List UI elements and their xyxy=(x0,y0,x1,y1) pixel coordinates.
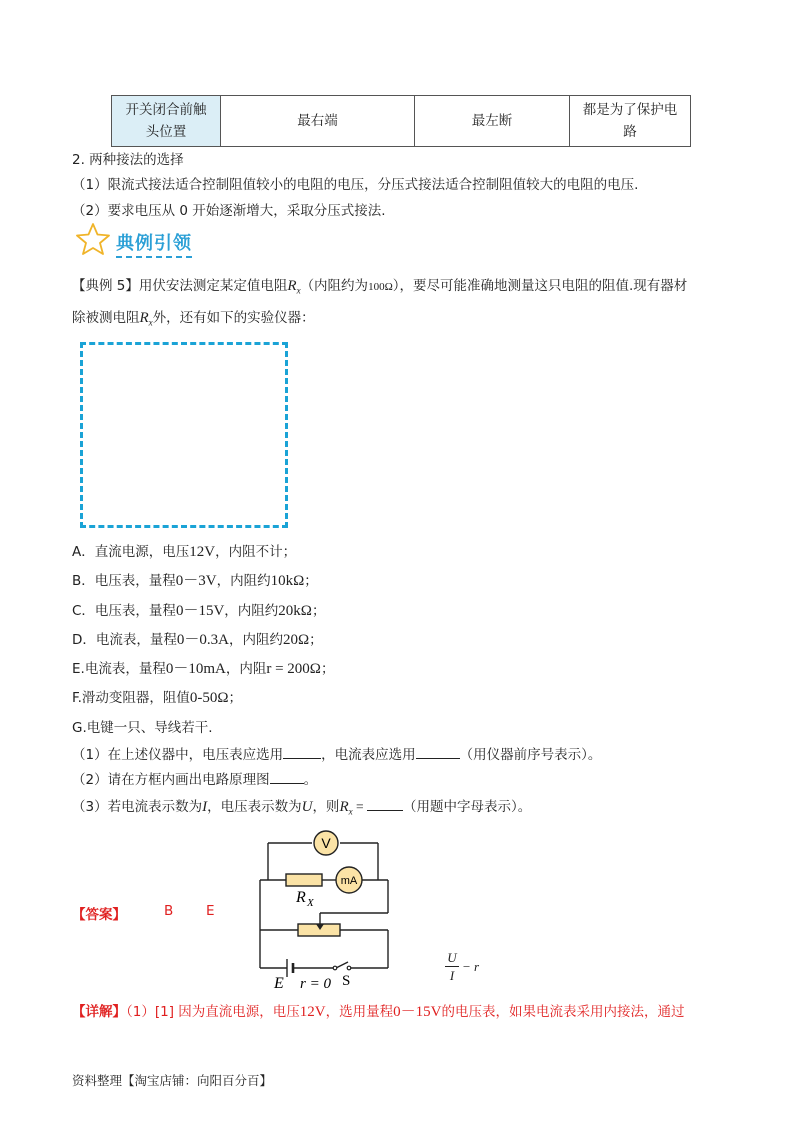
table-row xyxy=(112,96,691,147)
explanation-label: 【详解】 xyxy=(72,1004,126,1020)
explanation-text: 的电压表，如果电流表采用内接法，通过 xyxy=(441,1004,685,1020)
question-text: （3）若电流表示数为 xyxy=(72,799,203,815)
option-value: 0－0.3A xyxy=(176,632,229,648)
rx-symbol: R xyxy=(139,310,149,326)
example-text: 除被测电阻 xyxy=(72,310,140,326)
switch-contact xyxy=(347,966,351,970)
option-a xyxy=(72,540,296,561)
switch-label: S xyxy=(342,973,351,989)
internal-resistance-label: r = 0 xyxy=(300,976,331,990)
rx-subscript: x xyxy=(148,317,153,328)
switch-contact xyxy=(333,966,337,970)
option-text: ； xyxy=(309,632,323,648)
table-cell xyxy=(570,96,691,147)
table-cell-line2: 路 xyxy=(623,124,637,140)
option-text: D．电流表，量程 xyxy=(72,632,177,648)
example-text: 外，还有如下的实验仪器： xyxy=(152,310,315,326)
symbol-current: I xyxy=(202,799,208,815)
option-value: 10kΩ xyxy=(270,573,305,589)
option-d xyxy=(72,628,323,649)
table-header-line2: 头位置 xyxy=(145,124,187,140)
section-title: 2. 两种接法的选择 xyxy=(72,152,184,168)
option-value: 0－10mA xyxy=(165,661,226,677)
explanation-text: ，选用量程 xyxy=(325,1004,394,1020)
option-text: C．电压表，量程 xyxy=(72,603,176,619)
option-value: 0－15V xyxy=(175,603,225,619)
option-text: ，内阻不计； xyxy=(215,544,297,560)
section-heading: 典例引领 xyxy=(116,233,192,254)
rx-subscript: x xyxy=(296,285,301,296)
formula-denominator: I xyxy=(449,968,455,983)
option-text: A．直流电源，电压 xyxy=(72,544,190,560)
option-b xyxy=(72,569,318,590)
rx-subscript: x xyxy=(348,806,353,817)
question-text: ，电压表示数为 xyxy=(207,799,302,815)
explanation-value: 0－15V xyxy=(393,1004,442,1020)
question-text: ，电流表应选用 xyxy=(321,747,416,763)
example-text: （内阻约为 xyxy=(300,278,369,294)
resistor-rx-icon xyxy=(286,874,322,886)
option-value: 20kΩ xyxy=(278,603,312,619)
example-label: 【典例 5】 xyxy=(72,278,139,294)
explanation-value: 12V xyxy=(299,1004,326,1020)
example-text: ），要尽可能准确地测量这只电阻的阻值.现有器材 xyxy=(392,278,688,294)
explanation-line xyxy=(72,1000,684,1021)
question-text: （1）在上述仪器中，电压表应选用 xyxy=(72,747,284,763)
option-e xyxy=(72,657,334,678)
question-1 xyxy=(72,743,601,763)
answer-blank xyxy=(270,771,304,784)
option-text: ； xyxy=(228,690,243,706)
section-item: （1）限流式接法适合控制阻值较小的电阻的电压，分压式接法适合控制阻值较大的电阻的电压. xyxy=(72,177,639,193)
option-text: B．电压表，量程 xyxy=(72,573,176,589)
fraction-bar xyxy=(445,966,459,967)
option-value: r = 200Ω xyxy=(266,661,321,677)
answer-blank xyxy=(283,746,321,759)
star-icon xyxy=(74,222,112,260)
option-value: 20Ω xyxy=(283,632,310,648)
comparison-table xyxy=(111,95,691,147)
answer-blank xyxy=(367,798,403,811)
option-text: ，内阻约 xyxy=(229,632,283,648)
answer-label: 【答案】 xyxy=(72,907,126,923)
voltmeter-label: V xyxy=(321,835,331,851)
emf-label: E xyxy=(274,975,284,990)
table-cell: 最左断 xyxy=(415,96,570,147)
footer-text: 资料整理【淘宝店铺：向阳百分百】 xyxy=(72,1073,273,1088)
option-text: ，内阻约 xyxy=(224,603,279,619)
question-text: 。 xyxy=(303,772,318,788)
option-text: ，内阻约 xyxy=(216,573,271,589)
rx-symbol: R xyxy=(339,799,349,815)
ammeter-label: mA xyxy=(340,875,358,887)
example-line2 xyxy=(72,306,315,328)
question-text: （2）请在方框内画出电路原理图 xyxy=(72,772,270,788)
question-2 xyxy=(72,768,317,788)
option-text: E.电流表，量程 xyxy=(72,661,166,677)
symbol-voltage: U xyxy=(301,799,313,815)
section-item: （2）要求电压从 0 开始逐渐增大，采取分压式接法. xyxy=(72,203,386,219)
option-value: 0-50Ω xyxy=(189,690,229,706)
formula-tail: − r xyxy=(462,959,480,974)
heading-underline xyxy=(116,256,192,258)
option-value: 12V xyxy=(189,544,216,560)
option-c xyxy=(72,599,325,620)
example-text: 用伏安法测定某定值电阻 xyxy=(138,278,288,294)
circuit-diagram xyxy=(250,828,400,990)
formula-numerator: U xyxy=(447,950,457,965)
resistance-value: 100Ω xyxy=(368,281,393,293)
answer-1: B xyxy=(164,903,174,919)
table-cell-line1: 都是为了保护电 xyxy=(582,102,678,118)
option-f xyxy=(72,686,242,707)
table-cell: 最右端 xyxy=(221,96,415,147)
circuit-drawing-box xyxy=(80,342,288,528)
table-header-line1: 开关闭合前触 xyxy=(125,102,207,118)
question-text: （用仪器前序号表示）。 xyxy=(459,747,602,763)
option-text: F.滑动变阻器，阻值 xyxy=(72,690,190,706)
answer-2: E xyxy=(206,903,215,919)
table-header-cell xyxy=(112,96,221,147)
question-text: （用题中字母表示）。 xyxy=(402,799,532,815)
explanation-text: （1）[1] 因为直流电源，电压 xyxy=(126,1004,300,1020)
option-text: G.电键一只、导线若干. xyxy=(72,720,213,736)
rx-symbol: R xyxy=(287,278,297,294)
option-g xyxy=(72,716,213,736)
option-text: ，内阻 xyxy=(225,661,267,677)
option-text: ； xyxy=(311,603,326,619)
answer-blank xyxy=(416,746,460,759)
example-intro xyxy=(72,274,687,296)
rx-label: R xyxy=(296,889,306,906)
option-value: 0－3V xyxy=(175,573,217,589)
option-text: ； xyxy=(304,573,318,589)
option-text: ； xyxy=(320,661,335,677)
rx-label-sub: X xyxy=(307,897,314,909)
question-text: ，则 xyxy=(312,799,340,815)
question-3 xyxy=(72,795,531,817)
equals-sign: = xyxy=(352,799,367,814)
